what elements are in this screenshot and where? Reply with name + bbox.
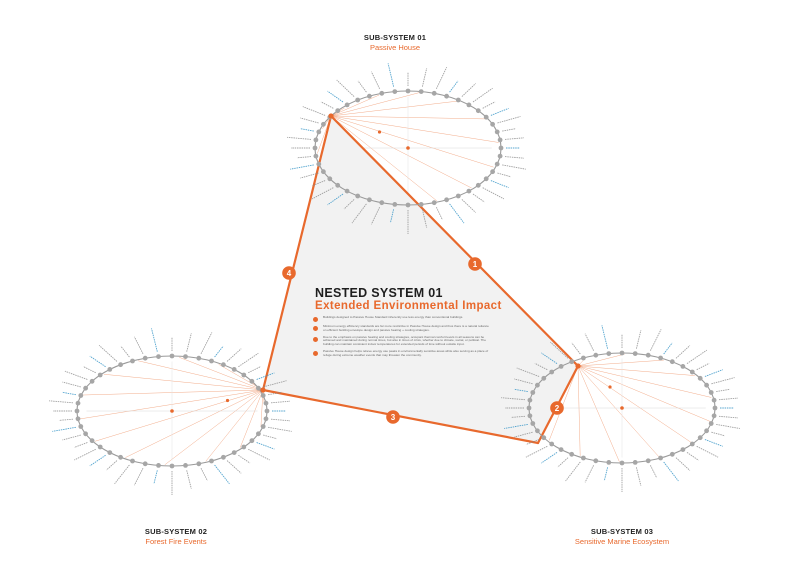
ring-node [633,460,638,465]
node-label-glyph [201,468,207,481]
nested-system-area [263,116,578,443]
ring-node [76,416,81,421]
edge-number-badge [386,410,400,424]
edge-number-badge [468,257,482,271]
edge-number-badge [550,401,564,415]
mid-point [378,130,381,133]
ring-node [355,98,360,103]
ring-node [712,398,717,403]
ring-node [559,364,564,369]
ring-node [593,458,598,463]
ring-node [549,370,554,375]
node-label-glyph [462,84,476,97]
ring-node [498,138,503,143]
badge-number: 2 [554,403,560,413]
ring-node [379,200,384,205]
ring-node [606,351,611,356]
node-label-glyph [107,461,117,470]
node-label-glyph [337,80,354,97]
edge-number-badge [282,266,296,280]
node-label-glyph [505,138,524,140]
node-label-glyph [62,435,80,440]
connection-spoke [578,366,659,457]
ring-node [530,421,535,426]
ring-node [581,356,586,361]
node-label-glyph [436,207,442,220]
node-label-glyph [483,102,495,109]
ring-node [335,183,340,188]
node-label-glyph [566,462,581,481]
ring-node [709,390,714,395]
ring-node [75,409,80,414]
node-label-glyph [152,328,158,351]
node-label-glyph [473,194,484,202]
ring-node [209,459,214,464]
ring-node [681,364,686,369]
node-label-glyph [664,343,673,354]
connection-spoke [578,366,619,462]
node-label-glyph [636,330,641,349]
ring-node [316,130,321,135]
node-label-glyph [328,91,344,102]
node-label-glyph [719,398,738,400]
ring-node [209,359,214,364]
node-label-glyph [711,378,734,384]
ring-node [183,354,188,359]
node-label-glyph [450,81,458,92]
node-label-glyph [636,467,641,486]
ring-node [559,447,564,452]
ring-node [620,461,625,466]
ring-node [314,138,319,143]
node-label-glyph [59,419,73,420]
ring-node [392,89,397,94]
node-label-glyph [505,157,524,159]
connection-spoke [95,390,263,441]
ring-node [569,452,574,457]
ring-node [528,413,533,418]
node-label-glyph [263,435,277,439]
ring-node [261,424,266,429]
ring-node [432,200,437,205]
ring-node [476,108,481,113]
ring-node [444,94,449,99]
node-label-glyph [705,440,723,447]
node-label-glyph [602,325,608,348]
connection-spoke [331,116,499,142]
node-label-glyph [719,416,738,418]
node-label-glyph [238,353,258,366]
ring-node [90,438,95,443]
connection-spoke [578,366,695,376]
node-label-glyph [650,329,661,350]
node-label-glyph [121,346,130,357]
node-label-glyph [604,467,607,481]
node-label-glyph [558,458,568,467]
ring-node [313,146,318,151]
bullet-marker [313,326,318,331]
impact-note: Due to the emphasis on passive heating and cooling strategies, occupant thermal comfort levels in all seasons can be achieved and maintained during normal times, but also in times of crisis, whether due to climate, social, or political. The building can maintain consistent indoor temperatures for extended periods of time without outside input. [313,336,489,347]
ring-node [484,176,489,181]
center-point [170,409,174,413]
node-label-glyph [90,356,106,367]
ring-node [196,461,201,466]
node-label-glyph [74,443,87,448]
ring-node [221,362,226,367]
node-label-glyph [676,346,690,359]
ring-node [530,390,535,395]
subsystem-2-name: Forest Fire Events [145,537,207,546]
ring-node [541,435,546,440]
ring-node [118,362,123,367]
connection-spoke [578,366,692,443]
ring-node [670,452,675,457]
node-label-glyph [238,455,250,463]
badge-number: 1 [472,259,478,269]
node-label-glyph [687,452,699,460]
node-label-glyph [83,367,96,373]
ring-node [221,455,226,460]
ring-node [170,354,175,359]
node-label-glyph [491,181,509,188]
ring-node [316,162,321,167]
ring-node [264,416,269,421]
node-label-glyph [257,443,275,450]
ring-node [327,176,332,181]
impact-note: Buildings designed to Passive House Standard inherently use less energy than conventional buildings. [313,316,489,322]
ring-node [698,376,703,381]
hub-node [575,363,580,368]
ring-node [490,122,495,127]
ring-node [498,154,503,159]
node-label-glyph [154,470,157,484]
ring-node [256,386,261,391]
node-label-glyph [497,117,520,124]
ring-node [78,393,83,398]
node-label-glyph [62,382,80,387]
node-label-glyph [687,350,707,364]
node-label-glyph [585,334,594,351]
ring-node [527,406,532,411]
subsystem-3-name: Sensitive Marine Ecosystem [574,537,670,546]
ring-node [713,406,718,411]
node-label-glyph [388,63,394,86]
node-label-glyph [248,449,269,460]
ring-node [467,103,472,108]
ring-node [633,351,638,356]
node-label-glyph [664,462,679,481]
ring-node [569,359,574,364]
ring-node [261,393,266,398]
subsystem-1-name: Passive House [369,43,421,52]
node-label-glyph [201,332,212,353]
ring-node [345,103,350,108]
node-label-glyph [371,72,379,89]
connection-spoke [331,93,419,116]
connection-spoke [331,116,486,119]
node-label-glyph [358,81,366,92]
ring-node [83,386,88,391]
ring-node [467,189,472,194]
node-label-glyph [74,449,95,460]
ring-node [681,447,686,452]
node-label-glyph [227,349,241,362]
ring-node [593,353,598,358]
badge-number: 3 [390,412,396,422]
ring-node [456,194,461,199]
ring-node [528,398,533,403]
ring-node [232,367,237,372]
node-label-glyph [297,157,311,158]
center-point [620,406,624,410]
mid-point [608,385,611,388]
ring-node [156,463,161,468]
ring-node [90,379,95,384]
node-label-glyph [227,461,241,474]
node-label-glyph [52,427,76,431]
ring-node [535,428,540,433]
node-label-glyph [436,67,446,89]
ring-node [704,383,709,388]
hub-node [328,113,333,118]
bullet-marker [313,337,318,342]
node-label-glyph [215,346,224,357]
node-label-glyph [462,199,476,212]
node-label-glyph [502,129,516,132]
ring-node [367,94,372,99]
ring-node [345,189,350,194]
connection-spoke [578,366,580,456]
node-label-glyph [287,137,311,139]
node-label-glyph [300,118,318,123]
ring-node [256,431,261,436]
ring-node [143,461,148,466]
ring-node [606,460,611,465]
ring-node [118,455,123,460]
ring-node [419,89,424,94]
ring-node [690,370,695,375]
ring-node [314,154,319,159]
node-label-glyph [585,465,594,482]
ring-node [670,359,675,364]
node-label-glyph [248,367,260,373]
ring-node [535,383,540,388]
node-label-glyph [711,432,725,436]
ring-node [156,354,161,359]
ring-node [250,379,255,384]
ring-node [264,401,269,406]
ring-node [183,463,188,468]
impact-note: Minimum energy efficiency standards are far more restrictive in Passive House design and thus there is a natural reliance on efficient building envelope design and passive heating + cooling strategies. [313,325,489,333]
ring-node [355,194,360,199]
node-label-glyph [62,392,76,394]
ring-node [476,183,481,188]
hub-node [260,387,265,392]
node-label-glyph [99,345,117,361]
node-label-glyph [502,165,526,169]
node-label-glyph [90,455,106,466]
ring-node [704,428,709,433]
node-label-glyph [676,458,690,471]
node-label-glyph [65,371,88,379]
ring-node [250,438,255,443]
bullet-marker [313,317,318,322]
node-label-glyph [491,108,509,115]
ring-node [107,367,112,372]
ring-node [709,421,714,426]
connection-spoke [578,366,710,421]
node-label-glyph [422,68,426,87]
node-label-glyph [134,468,143,485]
badge-number: 4 [286,268,292,278]
ring-node [658,456,663,461]
ring-node [143,356,148,361]
ring-node [98,445,103,450]
ring-node [456,98,461,103]
node-label-glyph [483,188,504,199]
ring-node [196,356,201,361]
subsystem-1-title: SUB-SYSTEM 01 [363,33,427,42]
connection-spoke [104,374,263,390]
node-label-glyph [716,424,740,428]
ring-node [495,162,500,167]
ring-node [321,122,326,127]
node-label-glyph [187,470,192,488]
ring-node [241,373,246,378]
connection-spoke [578,360,664,366]
ring-node [646,458,651,463]
ring-node [620,351,625,356]
mid-point [226,399,229,402]
node-label-glyph [705,370,723,377]
ring-node [406,203,411,208]
node-label-glyph [49,401,73,403]
node-label-glyph [300,129,314,132]
node-label-glyph [716,389,730,391]
ring-node [541,376,546,381]
connection-spoke [179,357,263,390]
ring-node [646,353,651,358]
node-label-glyph [187,333,192,351]
node-label-glyph [271,401,290,403]
ring-node [444,197,449,202]
bullet-marker [313,351,318,356]
ring-node [241,445,246,450]
nested-system-subtitle: Extended Environmental Impact [315,300,502,312]
ring-node [170,464,175,469]
ring-node [690,442,695,447]
impact-note: Passive House design helps relieve energy use peaks in environmentally sensitive areas while also serving as a place of refuge during extreme weather events that may threaten the community. [313,350,489,358]
ring-node [98,373,103,378]
ring-node [321,169,326,174]
ring-node [130,459,135,464]
ring-node [265,409,270,414]
node-label-glyph [134,337,143,354]
node-label-glyph [115,465,130,484]
node-label-glyph [290,165,314,169]
ring-node [379,91,384,96]
center-point [406,146,410,150]
ring-node [232,450,237,455]
ring-node [335,108,340,113]
node-label-glyph [450,204,464,223]
node-label-glyph [321,102,333,109]
ring-node [432,91,437,96]
ring-node [419,202,424,207]
ring-node [107,450,112,455]
ring-node [76,401,81,406]
impact-notes-list [313,316,489,361]
node-label-glyph [572,343,581,354]
node-label-glyph [697,446,718,457]
ring-node [712,413,717,418]
ring-node [484,115,489,120]
node-label-glyph [215,465,230,484]
ring-node [367,197,372,202]
ring-node [392,202,397,207]
ring-node [490,169,495,174]
node-label-glyph [697,363,710,369]
ring-node [698,435,703,440]
node-label-glyph [271,419,290,421]
node-label-glyph [268,427,292,431]
ring-node [495,130,500,135]
ring-node [549,442,554,447]
node-label-glyph [541,452,557,463]
node-label-glyph [526,446,547,457]
nested-system-title: NESTED SYSTEM 01 [315,286,443,300]
ring-node [499,146,504,151]
node-label-glyph [473,88,493,102]
ring-node [78,424,83,429]
ring-node [83,431,88,436]
subsystem-3-title: SUB-SYSTEM 03 [590,527,654,536]
subsystem-2-title: SUB-SYSTEM 02 [144,527,208,536]
node-label-glyph [303,107,325,116]
node-label-glyph [650,465,656,478]
ring-node [406,89,411,94]
ring-node [130,359,135,364]
ring-node [581,456,586,461]
node-label-glyph [497,173,511,177]
ring-node [658,356,663,361]
